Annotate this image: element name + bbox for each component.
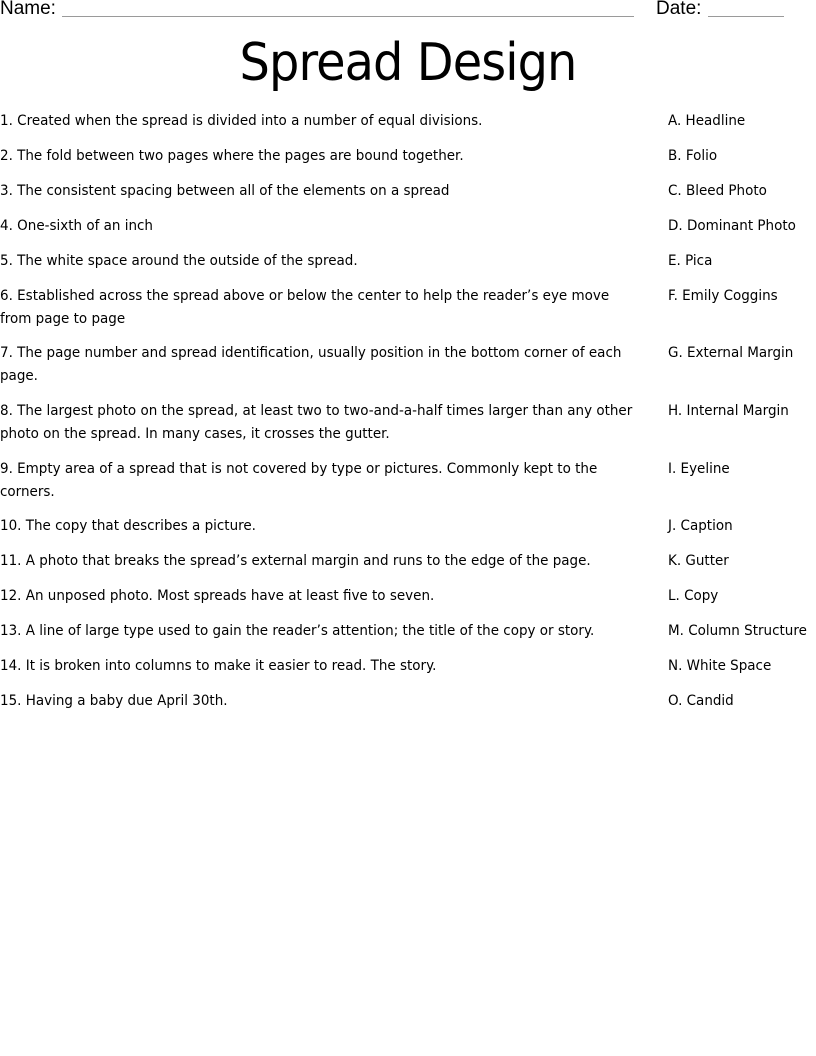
- answer-text: I. Eyeline: [668, 461, 730, 477]
- clue-text: 3. The consistent spacing between all of the elements on a spread: [0, 183, 450, 199]
- clue-text: 11. A photo that breaks the spread’s external margin and runs to the edge of the page.: [0, 553, 591, 569]
- answer-text: K. Gutter: [668, 553, 729, 569]
- answer-text: B. Folio: [668, 148, 718, 164]
- clue-text: 10. The copy that describes a picture.: [0, 518, 256, 534]
- page-title: Spread Design: [239, 33, 577, 93]
- clue-text: 4. One-sixth of an inch: [0, 218, 153, 234]
- answer-text: A. Headline: [668, 113, 746, 129]
- name-label: Name:: [0, 0, 56, 19]
- name-field[interactable]: [62, 16, 634, 17]
- clue-text: 1. Created when the spread is divided into a number of equal divisions.: [0, 113, 483, 129]
- clue-text: 13. A line of large type used to gain the reader’s attention; the title of the copy or story.: [0, 623, 595, 639]
- clue-text: 12. An unposed photo. Most spreads have at least five to seven.: [0, 588, 435, 604]
- answer-text: C. Bleed Photo: [668, 183, 767, 199]
- answer-text: G. External Margin: [668, 345, 794, 361]
- clue-text: 15. Having a baby due April 30th.: [0, 693, 228, 709]
- answer-text: O. Candid: [668, 693, 734, 709]
- answer-text: L. Copy: [668, 588, 719, 604]
- clue-text: 2. The fold between two pages where the pages are bound together.: [0, 148, 464, 164]
- answer-text: D. Dominant Photo: [668, 218, 796, 234]
- answer-text: H. Internal Margin: [668, 403, 789, 419]
- clue-text: 14. It is broken into columns to make it easier to read. The story.: [0, 658, 437, 674]
- clue-text: 6. Established across the spread above or below the center to help the reader’s eye move from page to page: [0, 288, 610, 327]
- clue-text: 5. The white space around the outside of the spread.: [0, 253, 358, 269]
- answer-text: M. Column Structure: [668, 623, 807, 639]
- clue-text: 9. Empty area of a spread that is not covered by type or pictures. Commonly kept to the corners.: [0, 461, 598, 500]
- answer-text: N. White Space: [668, 658, 772, 674]
- clue-text: 7. The page number and spread identification, usually position in the bottom corner of each page.: [0, 345, 622, 384]
- date-label: Date:: [656, 0, 702, 19]
- answer-text: J. Caption: [668, 518, 733, 534]
- answer-text: E. Pica: [668, 253, 713, 269]
- name-date-header: [0, 0, 816, 22]
- clue-text: 8. The largest photo on the spread, at least two to two-and-a-half times larger than any other photo on the spread. In many cases, it crosses the gutter.: [0, 403, 633, 442]
- answer-text: F. Emily Coggins: [668, 288, 778, 304]
- date-field[interactable]: [708, 16, 784, 17]
